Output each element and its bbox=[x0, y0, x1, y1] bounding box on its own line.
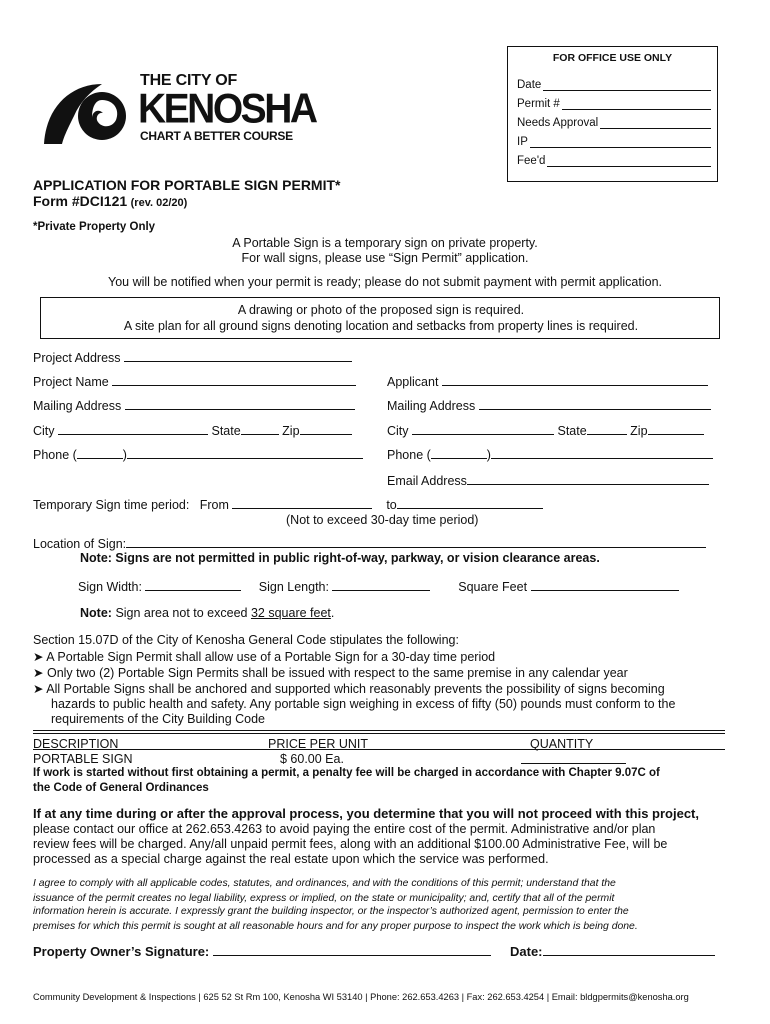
office-approval-label: Needs Approval bbox=[517, 117, 599, 129]
penalty-note-2: the Code of General Ordinances bbox=[33, 782, 209, 794]
office-use-box bbox=[507, 46, 718, 182]
portable-sign-description: A Portable Sign is a temporary sign on private property. bbox=[232, 236, 538, 250]
notification-note: You will be notified when your permit is ready; please do not submit payment with permit application. bbox=[108, 275, 662, 289]
footer-contact: Community Development & Inspections | 625 52 St Rm 100, Kenosha WI 53140 | Phone: 262.653.4263 | Fax: 262.653.4254 | Email: bldgpermits@kenosha.org bbox=[33, 992, 689, 1002]
logo-line3: CHART A BETTER COURSE bbox=[140, 129, 293, 143]
phone-label: Phone ( bbox=[33, 448, 77, 462]
applicant-zip-label: Zip bbox=[630, 424, 648, 438]
state-label: State bbox=[211, 424, 241, 438]
withdraw-note-2: please contact our office at 262.653.4263 to avoid paying the entire cost of the permit. Administrative and/or plan bbox=[33, 822, 656, 836]
city-state-zip-field[interactable] bbox=[33, 423, 352, 438]
project-address-label: Project Address bbox=[33, 351, 121, 365]
logo-line1: THE CITY OF bbox=[140, 72, 238, 89]
code-bullet-2-text: Only two (2) Portable Sign Permits shall be issued with respect to the same premise in any calendar year bbox=[46, 666, 628, 680]
arrow-bullet-icon: ➤ bbox=[33, 650, 44, 664]
applicant-label: Applicant bbox=[387, 375, 439, 389]
office-permit-label: Permit # bbox=[517, 98, 560, 110]
form-number-line bbox=[33, 193, 187, 209]
agreement-line-3: information herein is accurate. I expressly grant the building inspector, or the inspector’s authorized agent, permission to enter the bbox=[33, 906, 629, 917]
location-label: Location of Sign: bbox=[33, 537, 127, 551]
arrow-bullet-icon: ➤ bbox=[33, 682, 44, 696]
divider bbox=[33, 733, 725, 734]
private-property-note: *Private Property Only bbox=[33, 221, 156, 233]
area-note bbox=[80, 606, 334, 620]
area-limit: 32 square feet bbox=[250, 606, 331, 620]
sign-width-label: Sign Width: bbox=[78, 580, 142, 594]
from-label: From bbox=[199, 498, 229, 512]
form-number: Form #DCI121 bbox=[33, 193, 128, 209]
city-logo bbox=[40, 72, 316, 150]
withdraw-note-4: processed as a special charge against the real estate upon which the service was performed. bbox=[33, 852, 549, 866]
fee-col-description: DESCRIPTION bbox=[33, 737, 119, 751]
time-limit-note: (Not to exceed 30-day time period) bbox=[286, 513, 479, 527]
code-bullet-3-cont2: requirements of the City Building Code bbox=[51, 712, 266, 726]
fee-col-quantity: QUANTITY bbox=[530, 737, 594, 751]
applicant-phone-field[interactable] bbox=[387, 447, 713, 462]
time-period-label: Temporary Sign time period: bbox=[33, 498, 190, 512]
mailing-address-field[interactable] bbox=[33, 398, 355, 413]
code-intro: Section 15.07D of the City of Kenosha General Code stipulates the following: bbox=[33, 633, 459, 647]
penalty-note-1: If work is started without first obtaining a permit, a penalty fee will be charged in accordance with Chapter 9.07C of bbox=[33, 767, 660, 779]
fee-item: PORTABLE SIGN bbox=[33, 752, 133, 766]
office-use-title: FOR OFFICE USE ONLY bbox=[552, 52, 673, 64]
area-note-text: Sign area not to exceed bbox=[115, 606, 248, 620]
zip-label: Zip bbox=[282, 424, 300, 438]
withdraw-note-3: review fees will be charged. Any/all unpaid permit fees, along with an additional $100.00 Administrative Fee, will be bbox=[33, 837, 668, 851]
divider bbox=[33, 730, 725, 731]
area-note-bold: Note: bbox=[80, 606, 112, 620]
project-name-field[interactable] bbox=[33, 374, 356, 389]
drawing-requirement: A drawing or photo of the proposed sign is required. bbox=[237, 303, 525, 317]
requirements-box bbox=[40, 297, 720, 339]
applicant-mailing-label: Mailing Address bbox=[387, 399, 476, 413]
project-address-field[interactable] bbox=[33, 350, 352, 365]
applicant-phone-label: Phone ( bbox=[387, 448, 431, 462]
wave-logo-icon bbox=[40, 78, 136, 148]
office-date-label: Date bbox=[517, 79, 542, 91]
wall-sign-note: For wall signs, please use “Sign Permit” application. bbox=[241, 251, 529, 265]
sign-length-label: Sign Length: bbox=[258, 580, 329, 594]
owner-signature-label: Property Owner’s Signature: bbox=[33, 944, 210, 959]
code-bullet-2 bbox=[33, 665, 628, 680]
code-bullet-1-text: A Portable Sign Permit shall allow use of a Portable Sign for a 30-day time period bbox=[46, 650, 496, 664]
phone-field[interactable] bbox=[33, 447, 363, 462]
quantity-input[interactable] bbox=[521, 752, 626, 767]
project-name-label: Project Name bbox=[33, 375, 109, 389]
area-note-end: . bbox=[330, 606, 335, 620]
location-note: Note: Signs are not permitted in public right-of-way, parkway, or vision clearance areas. bbox=[80, 551, 600, 565]
site-plan-requirement: A site plan for all ground signs denoting location and setbacks from property lines is required. bbox=[123, 319, 639, 333]
sign-dimensions-field[interactable] bbox=[78, 579, 679, 594]
phone-paren: ) bbox=[122, 448, 127, 462]
logo-line2: KENOSHA bbox=[138, 86, 316, 133]
office-ip-field[interactable] bbox=[517, 136, 711, 148]
withdraw-note-bold: If at any time during or after the approval process, you determine that you will not proceed with this project, bbox=[33, 806, 699, 821]
email-label: Email Address bbox=[387, 474, 467, 488]
form-title: APPLICATION FOR PORTABLE SIGN PERMIT* bbox=[33, 177, 341, 193]
mailing-address-label: Mailing Address bbox=[33, 399, 122, 413]
applicant-state-label: State bbox=[557, 424, 587, 438]
signature-date-label: Date: bbox=[510, 944, 543, 959]
office-date-field[interactable] bbox=[517, 79, 711, 91]
code-bullet-3 bbox=[33, 681, 665, 696]
applicant-field[interactable] bbox=[387, 374, 708, 389]
code-bullet-3-text: All Portable Signs shall be anchored and supported which reasonably prevents the possibility of signs becoming bbox=[46, 682, 665, 696]
applicant-phone-paren: ) bbox=[486, 448, 491, 462]
form-revision: (rev. 02/20) bbox=[130, 197, 188, 209]
fee-header-underline bbox=[33, 749, 725, 750]
to-label: to bbox=[386, 498, 397, 512]
square-feet-label: Square Feet bbox=[458, 580, 528, 594]
office-feed-label: Fee'd bbox=[517, 155, 546, 167]
arrow-bullet-icon: ➤ bbox=[33, 666, 44, 680]
applicant-mailing-address-field[interactable] bbox=[387, 398, 711, 413]
time-period-field[interactable] bbox=[33, 497, 543, 512]
applicant-city-state-zip-field[interactable] bbox=[387, 423, 704, 438]
agreement-line-1: I agree to comply with all applicable codes, statutes, and ordinances, and with the conditions of this permit; understand that the bbox=[33, 878, 616, 889]
code-bullet-1 bbox=[33, 649, 495, 664]
office-permit-field[interactable] bbox=[517, 98, 711, 110]
owner-signature-field[interactable] bbox=[33, 943, 491, 959]
fee-price: $ 60.00 Ea. bbox=[280, 752, 344, 766]
applicant-city-label: City bbox=[387, 424, 409, 438]
fee-col-price: PRICE PER UNIT bbox=[268, 737, 369, 751]
signature-date-field[interactable] bbox=[510, 943, 715, 959]
agreement-line-2: issuance of the permit creates no legal liability, express or implied, on the state or municipality; and, certify that all of the permit bbox=[33, 893, 615, 904]
office-ip-label: IP bbox=[517, 136, 528, 148]
code-bullet-3-cont1: hazards to public health and safety. Any portable sign weighing in excess of fifty (50) pounds must conform to the bbox=[51, 697, 676, 711]
email-field[interactable] bbox=[387, 473, 709, 488]
office-feed-field[interactable] bbox=[517, 155, 711, 167]
location-field[interactable] bbox=[33, 536, 706, 551]
office-approval-field[interactable] bbox=[517, 117, 711, 129]
agreement-line-4: premises for which this permit is sought at all reasonable hours and for any proper purpose to inspect the work which is being done. bbox=[33, 921, 638, 932]
city-label: City bbox=[33, 424, 55, 438]
